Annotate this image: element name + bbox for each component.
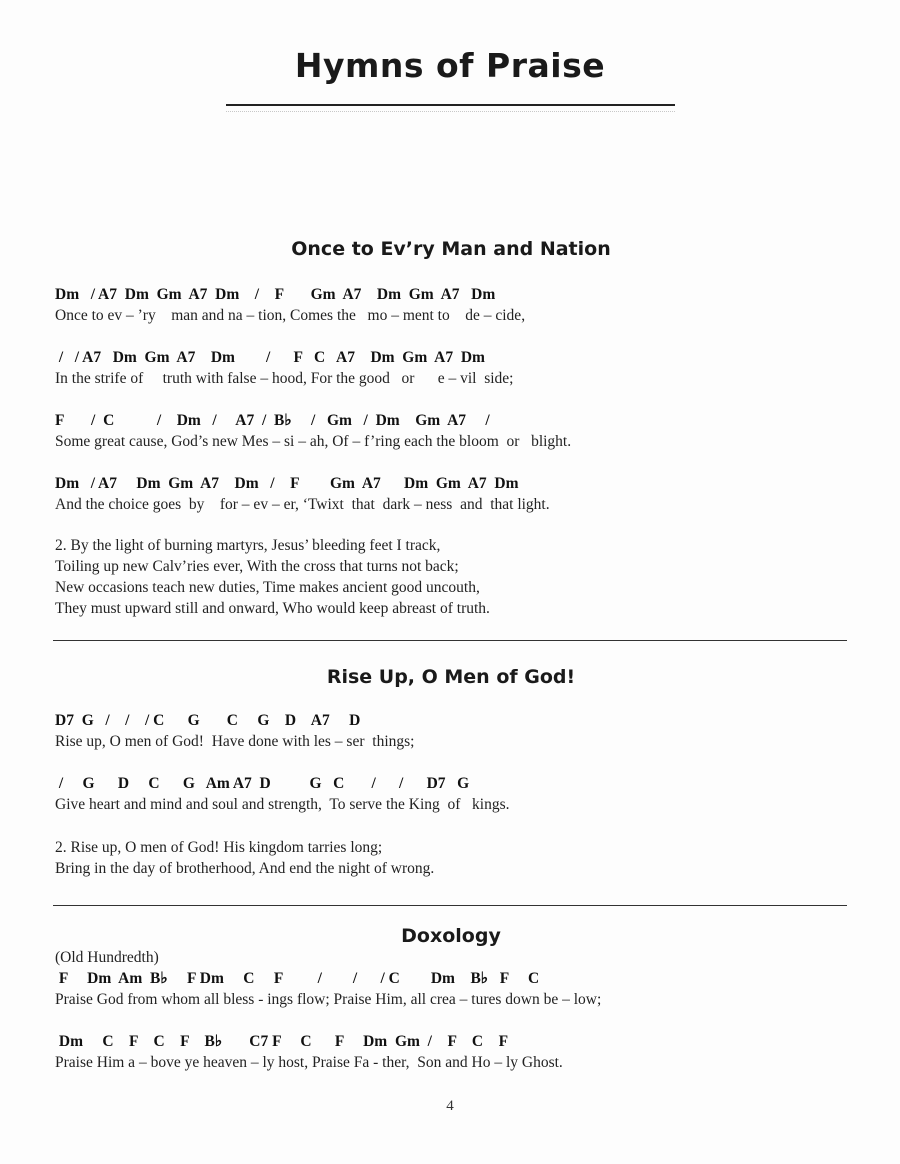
stanza bbox=[55, 284, 847, 326]
title-underline bbox=[226, 104, 675, 106]
lyric-line: Praise Him a – bove ye heaven – ly host, Praise Fa - ther, Son and Ho – ly Ghost. bbox=[55, 1054, 563, 1071]
tune-name: (Old Hundredth) bbox=[55, 949, 159, 966]
song-title: Doxology bbox=[401, 925, 501, 947]
verse-line: 2. By the light of burning martyrs, Jesus’ bleeding feet I track, bbox=[55, 537, 441, 554]
verse-line: They must upward still and onward, Who would keep abreast of truth. bbox=[55, 600, 490, 617]
verse-line: Bring in the day of brotherhood, And end the night of wrong. bbox=[55, 860, 435, 877]
chord-line: / G D C G Am A7 D G C / / D7 G bbox=[55, 775, 470, 792]
chord-line: D7 G / / / C G C G D A7 D bbox=[55, 712, 361, 729]
stanza bbox=[55, 347, 847, 389]
page-number: 4 bbox=[446, 1098, 454, 1114]
lyric-line: And the choice goes by for – ev – er, ‘Twixt that dark – ness and that light. bbox=[55, 496, 550, 513]
stanza bbox=[55, 773, 847, 815]
stanza bbox=[55, 410, 847, 452]
second-verse bbox=[55, 837, 847, 879]
chord-line: Dm / A7 Dm Gm A7 Dm / F Gm A7 Dm Gm A7 Dm bbox=[55, 286, 496, 303]
lyric-line: Give heart and mind and soul and strength, To serve the King of kings. bbox=[55, 796, 510, 813]
lyric-line: Praise God from whom all bless - ings flow; Praise Him, all crea – tures down be – low; bbox=[55, 991, 602, 1008]
lyric-line: Once to ev – ’ry man and na – tion, Comes the mo – ment to de – cide, bbox=[55, 307, 526, 324]
section-divider bbox=[53, 905, 847, 906]
lyric-line: Some great cause, God’s new Mes – si – ah, Of – f’ring each the bloom or blight. bbox=[55, 433, 572, 450]
verse-line: Toiling up new Calv’ries ever, With the cross that turns not back; bbox=[55, 558, 459, 575]
verse-line: New occasions teach new duties, Time makes ancient good uncouth, bbox=[55, 579, 480, 596]
chord-line: Dm / A7 Dm Gm A7 Dm / F Gm A7 Dm Gm A7 Dm bbox=[55, 475, 519, 492]
stanza bbox=[55, 968, 847, 1010]
chord-line: F Dm Am B♭ F Dm C F / / / C Dm B♭ F C bbox=[55, 970, 540, 987]
song-title: Once to Ev’ry Man and Nation bbox=[291, 238, 611, 260]
section-divider bbox=[53, 640, 847, 641]
song-rise-up-o-men bbox=[55, 666, 847, 879]
verse-line: 2. Rise up, O men of God! His kingdom tarries long; bbox=[55, 839, 383, 856]
song-once-to-every-man bbox=[55, 238, 847, 619]
stanza bbox=[55, 710, 847, 752]
stanza bbox=[55, 473, 847, 515]
title-dotted-rule bbox=[226, 111, 675, 112]
stanza bbox=[55, 1031, 847, 1073]
second-verse bbox=[55, 535, 847, 619]
chord-line: / / A7 Dm Gm A7 Dm / F C A7 Dm Gm A7 Dm bbox=[55, 349, 485, 366]
lyric-line: In the strife of truth with false – hood, For the good or e – vil side; bbox=[55, 370, 514, 387]
song-title: Rise Up, O Men of God! bbox=[326, 666, 576, 688]
lyric-line: Rise up, O men of God! Have done with les – ser things; bbox=[55, 733, 415, 750]
chord-line: F / C / Dm / A7 / B♭ / Gm / Dm Gm A7 / bbox=[55, 412, 490, 429]
chord-line: Dm C F C F B♭ C7 F C F Dm Gm / F C F bbox=[55, 1033, 509, 1050]
page-title: Hymns of Praise bbox=[294, 46, 606, 85]
song-doxology bbox=[55, 925, 847, 1073]
